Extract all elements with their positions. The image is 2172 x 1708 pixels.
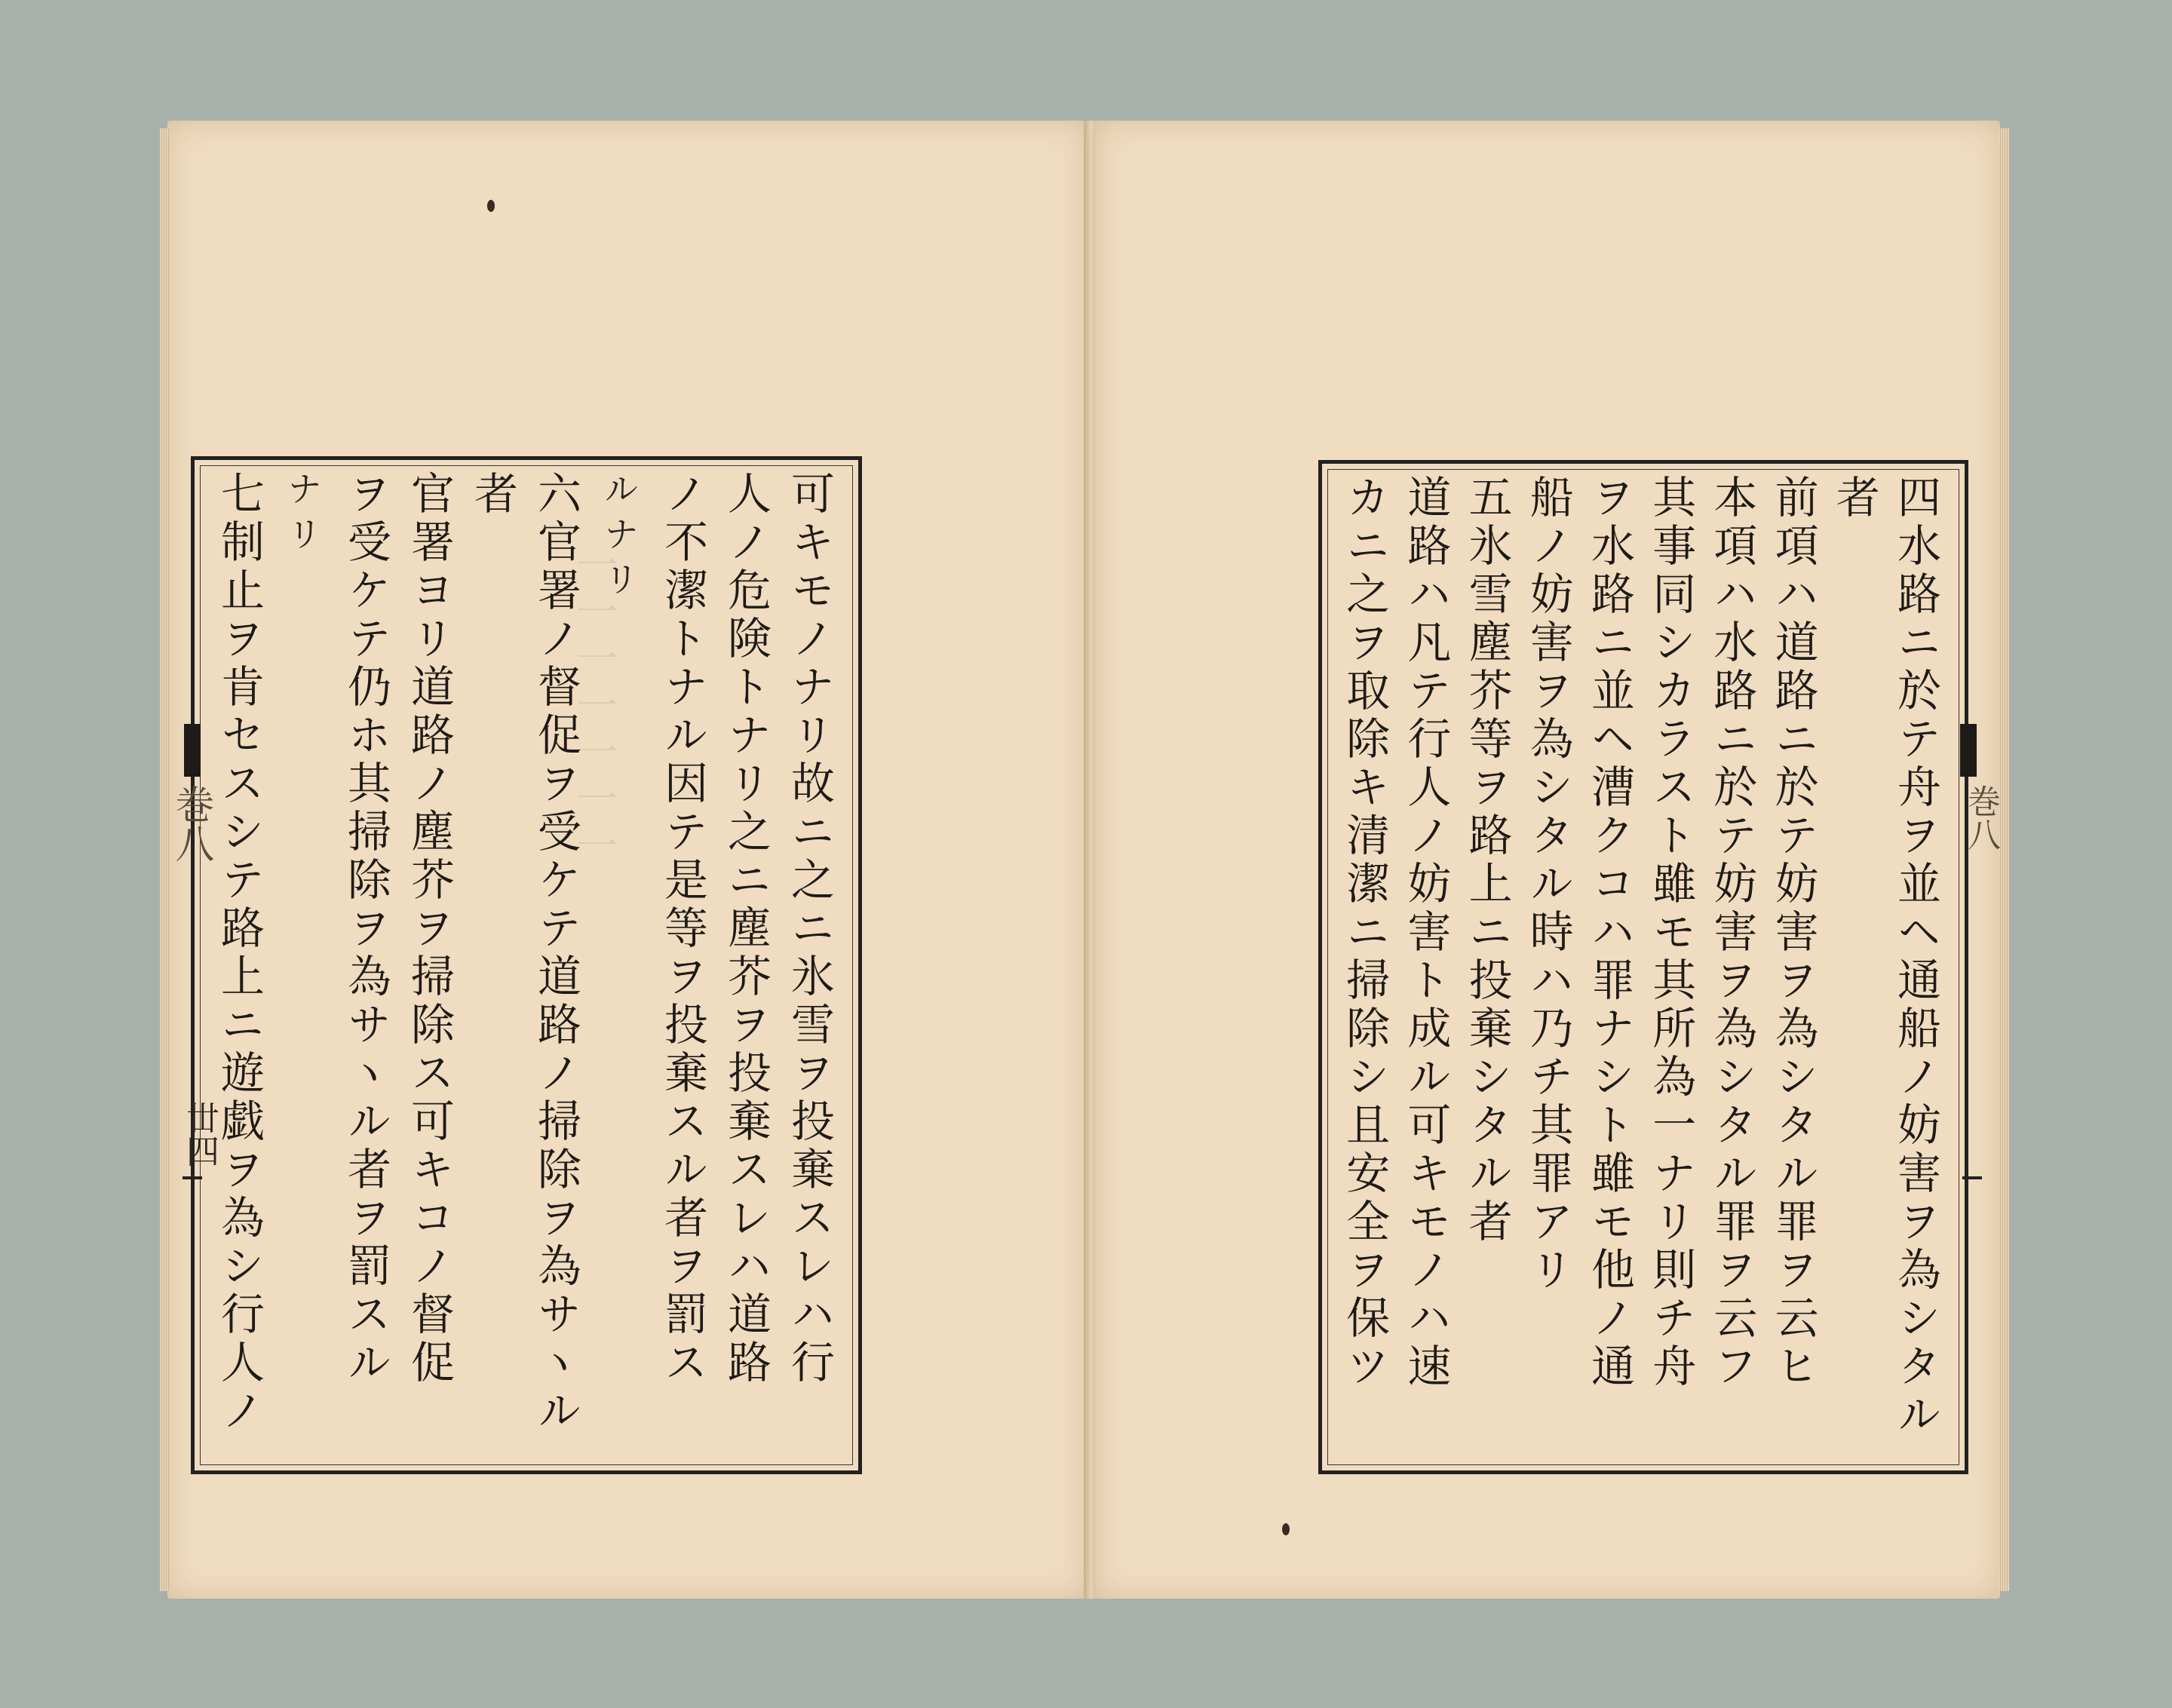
text-column: 者 xyxy=(467,471,518,519)
text-column: 船ノ妨害ヲ為シタル時ハ乃チ其罪アリ xyxy=(1522,474,1574,1295)
text-column: カニ之ヲ取除キ清潔ニ掃除シ且安全ヲ保ツ xyxy=(1339,474,1391,1391)
text-column: 六官署ノ督促ヲ受ケテ道路ノ掃除ヲ為サヽル xyxy=(530,471,581,1436)
margin-tab-left xyxy=(184,724,201,777)
text-column: ヲ水路ニ並ヘ漕クコハ罪ナシト雖モ他ノ通 xyxy=(1583,474,1635,1391)
text-column: 七制止ヲ肯セスシテ路上ニ遊戯ヲ為シ行人ノ xyxy=(213,471,265,1436)
margin-tab-right xyxy=(1960,724,1977,777)
margin-tick xyxy=(1962,1176,1982,1179)
text-column: 本項ハ水路ニ於テ妨害ヲ為シタル罪ヲ云フ xyxy=(1706,474,1758,1391)
volume-label-right: 巻八 xyxy=(1962,784,2000,851)
text-column: 五氷雪塵芥等ヲ路上ニ投棄シタル者 xyxy=(1461,474,1513,1247)
page-edges-right xyxy=(1999,128,2009,1591)
text-column: ルナリ xyxy=(599,471,640,606)
text-column: ノ不潔トナル因テ是等ヲ投棄スル者ヲ罰ス xyxy=(657,471,708,1388)
text-column: 人ノ危険トナリ之ニ塵芥ヲ投棄スレハ道路 xyxy=(720,471,772,1388)
text-columns-right xyxy=(1337,474,1950,1460)
text-column: 前項ハ道路ニ於テ妨害ヲ為シタル罪ヲ云ヒ xyxy=(1767,474,1819,1391)
text-frame-right xyxy=(1318,460,1968,1474)
text-frame-left xyxy=(191,456,862,1474)
margin-tick xyxy=(183,1176,202,1179)
text-column: 道路ハ凡テ行人ノ妨害ト成ル可キモノハ速 xyxy=(1400,474,1452,1391)
open-book xyxy=(167,121,2000,1599)
text-column: 官署ヨリ道路ノ塵芥ヲ掃除ス可キコノ督促 xyxy=(403,471,455,1388)
show-through-text: 一一一一一一一 xyxy=(569,543,618,870)
volume-label-left: 巻八 xyxy=(168,784,213,863)
ink-spot xyxy=(487,200,495,212)
text-column: ナリ xyxy=(282,471,323,561)
text-column: 者 xyxy=(1828,474,1880,523)
leaf-number: 丗四 xyxy=(180,1101,219,1167)
text-columns-left xyxy=(210,471,843,1460)
ink-spot xyxy=(1282,1523,1290,1535)
text-column: 四水路ニ於テ舟ヲ並ヘ通船ノ妨害ヲ為シタル xyxy=(1890,474,1941,1440)
text-column: ヲ受ケテ仍ホ其掃除ヲ為サヽル者ヲ罰スル xyxy=(340,471,391,1388)
text-column: 其事同シカラスト雖モ其所為一ナリ則チ舟 xyxy=(1645,474,1697,1391)
text-column: 可キモノナリ故ニ之ニ氷雪ヲ投棄スレハ行 xyxy=(784,471,835,1388)
left-page xyxy=(167,121,1088,1599)
